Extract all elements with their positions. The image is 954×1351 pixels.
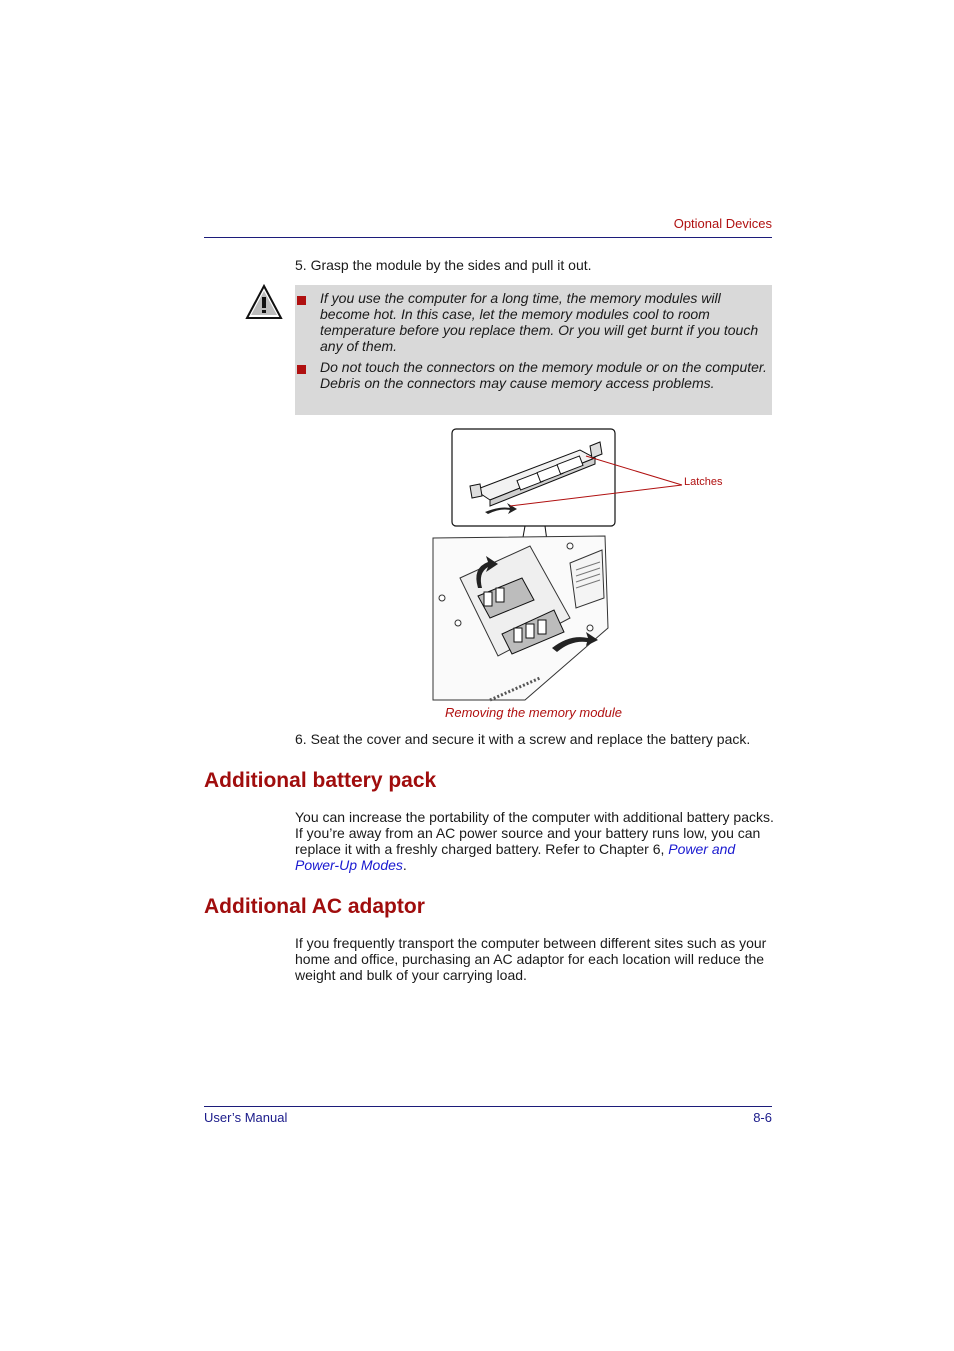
step-6: 6. Seat the cover and secure it with a screw and replace the battery pack. xyxy=(295,731,751,747)
bullet-square-icon xyxy=(297,365,306,374)
ac-adaptor-paragraph: If you frequently transport the computer between different sites such as your home and office, purchasing an AC adaptor for each location will reduce the weight and bulk of your carrying load. xyxy=(295,935,767,983)
warning-text: Do not touch the connectors on the memory module or on the computer. Debris on the connectors may cause memory access problems. xyxy=(320,359,767,391)
figure-caption: Removing the memory module xyxy=(444,705,623,720)
battery-text: You can increase the portability of the computer with additional battery packs. If you’re away from an AC power source and your battery runs low, you can replace it with a freshly charged battery. Refer to Chapter 6, xyxy=(295,809,774,857)
header-rule xyxy=(204,237,772,238)
latches-callout-label: Latches xyxy=(684,476,723,488)
bullet-square-icon xyxy=(297,296,306,305)
warning-box xyxy=(295,285,772,415)
footer-rule xyxy=(204,1106,772,1107)
running-header: Optional Devices xyxy=(673,216,772,231)
heading-additional-ac-adaptor: Additional AC adaptor xyxy=(204,895,425,918)
heading-additional-battery-pack: Additional battery pack xyxy=(204,769,437,792)
battery-paragraph xyxy=(295,809,775,873)
power-modes-link[interactable]: Power and Power-Up Modes xyxy=(295,841,736,873)
warning-text: If you use the computer for a long time, the memory modules will become hot. In this case, let the memory modules cool to room temperature before you replace them. Or you will get burnt if you touch any of them. xyxy=(320,290,759,354)
footer-manual-title: User’s Manual xyxy=(204,1110,288,1125)
battery-text-end: . xyxy=(402,857,407,873)
memory-module-illustration xyxy=(430,428,730,703)
page-number: 8-6 xyxy=(753,1110,772,1125)
warning-triangle-icon xyxy=(245,284,283,322)
step-5: 5. Grasp the module by the sides and pull it out. xyxy=(295,257,592,273)
